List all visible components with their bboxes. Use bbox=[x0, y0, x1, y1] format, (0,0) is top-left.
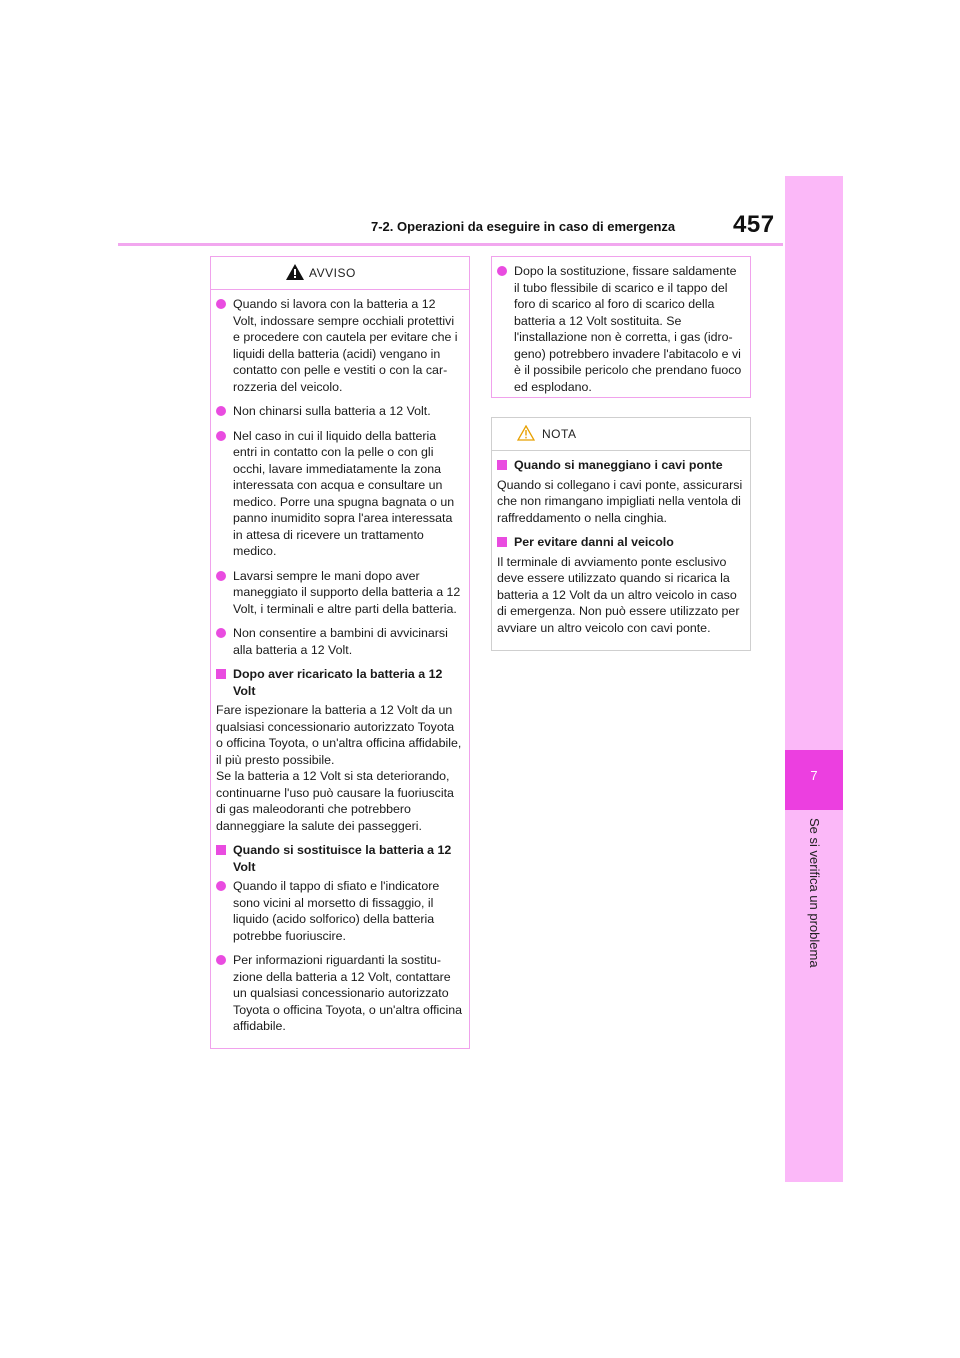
bullet-icon bbox=[216, 628, 226, 638]
section-heading: Quando si maneggiano i cavi ponte bbox=[497, 457, 743, 474]
list-item: Nel caso in cui il liquido della batteria entri in contatto con la pelle o con gli occhi, lavare immediatamente la zona interessata con acqua e consultare un medico. Porre una spugna bagnata o un panno inumidito sopra l'area interessata in attesa di ricevere un trattamento medico. bbox=[216, 428, 462, 560]
list-item: Lavarsi sempre le mani dopo aver maneggiato il supporto della batteria a 12 Volt, i terminali e altre parti della batteria. bbox=[216, 568, 462, 618]
warning-continuation-box bbox=[491, 256, 751, 398]
note-box bbox=[491, 417, 751, 651]
header-rule bbox=[118, 243, 783, 246]
square-bullet-icon bbox=[497, 537, 507, 547]
paragraph: Se la batteria a 12 Volt si sta deteriorando, continuarne l'uso può causare la fuoriuscita di gas maleodoranti che potrebbero danneggiare la salute dei passeggeri. bbox=[216, 769, 454, 833]
chapter-number: 7 bbox=[810, 768, 818, 783]
warning-box-header bbox=[211, 257, 469, 290]
list-item: Non consentire a bambini di avvicinarsi alla batteria a 12 Volt. bbox=[216, 625, 462, 658]
paragraph: Il terminale di avviamento ponte esclusivo deve essere utilizzato quando si ricarica la batteria a 12 Volt da un altro veicolo in caso di emergenza. Non può essere utilizzato per avviare un altro veicolo con cavi ponte. bbox=[497, 554, 740, 635]
list-item: Dopo la sostituzione, fissare saldamente il tubo flessibile di scarico e il tappo del foro di scarico al foro di scarico della batteria a 12 Volt sostituita. Se l'installazione non è corretta, i gas (idrogeno) potrebbero invadere l'abitacolo e vi è il possibile pericolo che prendano fuoco ed esplodano. bbox=[497, 263, 743, 395]
side-tab bbox=[785, 176, 843, 1182]
square-bullet-icon bbox=[216, 669, 226, 679]
paragraph: Fare ispezionare la batteria a 12 Volt da un qualsiasi concessionario autorizzato Toyota o officina Toyota, o un'altra officina affidabile, il più presto possibile. bbox=[216, 703, 462, 767]
list-item: Non chinarsi sulla batteria a 12 Volt. bbox=[216, 403, 462, 420]
section-heading: Quando si sostituisce la batteria a 12 Volt bbox=[216, 842, 462, 875]
square-bullet-icon bbox=[497, 460, 507, 470]
caution-icon bbox=[517, 425, 535, 441]
bullet-icon bbox=[216, 431, 226, 441]
bullet-icon bbox=[216, 955, 226, 965]
square-bullet-icon bbox=[216, 845, 226, 855]
warning-box bbox=[210, 256, 470, 1049]
list-item: Quando il tappo di sfiato e l'indicatore sono vicini al morsetto di fissaggio, il liquido (acido solforico) della batteria potrebbe fuoriuscire. bbox=[216, 878, 462, 944]
paragraph: Quando si collegano i cavi ponte, assicurarsi che non rimangano impigliati nella ventola di raffreddamento o nella cinghia. bbox=[497, 477, 743, 525]
warning-title: AVVISO bbox=[309, 266, 356, 280]
section-title: 7-2. Operazioni da eseguire in caso di emergenza bbox=[371, 219, 676, 234]
bullet-icon bbox=[216, 881, 226, 891]
bullet-icon bbox=[216, 406, 226, 416]
chapter-title: Se si verifica un problema bbox=[807, 818, 822, 968]
section-heading: Dopo aver ricaricato la batteria a 12 Volt bbox=[216, 666, 462, 699]
bullet-icon bbox=[216, 571, 226, 581]
warning-icon bbox=[286, 264, 304, 280]
list-item: Quando si lavora con la batteria a 12 Volt, indossare sempre occhiali protettivi e procedere con cautela per evitare che i liquidi della batteria (acidi) vengano in contatto con pelle e vestiti o con la carrozzeria del veicolo. bbox=[216, 296, 462, 395]
bullet-icon bbox=[497, 266, 507, 276]
list-item: Per informazioni riguardanti la sostituzione della batteria a 12 Volt, contattare un qualsiasi concessionario autorizzato Toyota o officina Toyota, o un'altra officina affidabile. bbox=[216, 952, 462, 1035]
section-heading: Per evitare danni al veicolo bbox=[497, 534, 743, 551]
note-title: NOTA bbox=[542, 427, 577, 441]
note-box-header bbox=[492, 418, 750, 451]
bullet-icon bbox=[216, 299, 226, 309]
page-number: 457 bbox=[733, 211, 775, 238]
